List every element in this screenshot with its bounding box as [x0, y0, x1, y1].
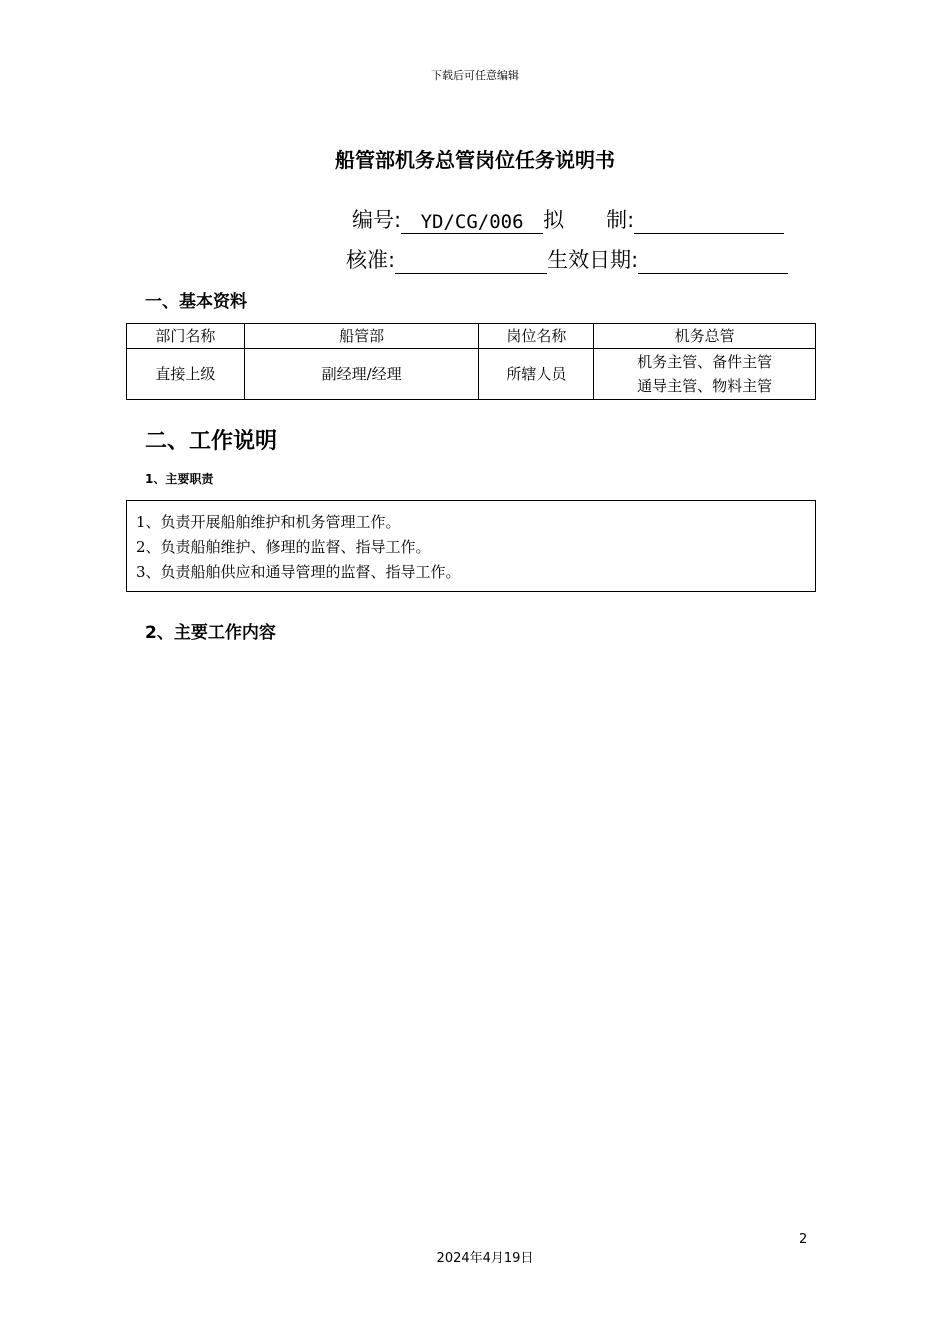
section-basic-info-title: 一、基本资料 — [145, 292, 247, 312]
subordinates-value — [594, 349, 816, 400]
dept-name-value: 船管部 — [244, 324, 479, 349]
number-value[interactable]: YD/CG/006 — [401, 211, 543, 234]
superior-value: 副经理/经理 — [244, 349, 479, 400]
meta-row-approval — [346, 244, 788, 274]
meta-row-number — [352, 204, 784, 234]
number-label: 编号: — [352, 208, 402, 232]
basic-info-table — [126, 323, 816, 400]
list-item: 1、负责开展船舶维护和机务管理工作。 — [136, 513, 401, 531]
approved-label: 核准: — [346, 248, 396, 272]
main-work-content-title: 2、主要工作内容 — [145, 623, 276, 643]
drafted-label: 拟 制: — [543, 208, 635, 232]
position-name-label: 岗位名称 — [479, 324, 594, 349]
position-name-value: 机务总管 — [594, 324, 816, 349]
list-item: 3、负责船舶供应和通导管理的监督、指导工作。 — [136, 563, 461, 581]
main-duties-box — [126, 500, 816, 592]
effective-date-value[interactable] — [638, 251, 788, 274]
subordinates-line-1: 机务主管、备件主管 — [637, 353, 773, 371]
header-note: 下载后可任意编辑 — [431, 69, 519, 82]
section-work-description-title: 二、工作说明 — [145, 429, 278, 454]
page-number: 2 — [799, 1232, 808, 1247]
table-row — [127, 349, 816, 400]
subordinates-line-2: 通导主管、物料主管 — [637, 377, 773, 395]
dept-name-label: 部门名称 — [127, 324, 245, 349]
superior-label: 直接上级 — [127, 349, 245, 400]
subordinates-label: 所辖人员 — [479, 349, 594, 400]
footer-date: 2024年4月19日 — [436, 1251, 534, 1266]
main-duties-title: 1、主要职责 — [145, 472, 214, 486]
table-row — [127, 324, 816, 349]
drafted-value[interactable] — [634, 211, 784, 234]
list-item: 2、负责船舶维护、修理的监督、指导工作。 — [136, 538, 431, 556]
effective-date-label: 生效日期: — [547, 248, 639, 272]
approved-value[interactable] — [395, 251, 547, 274]
document-title: 船管部机务总管岗位任务说明书 — [335, 148, 615, 172]
